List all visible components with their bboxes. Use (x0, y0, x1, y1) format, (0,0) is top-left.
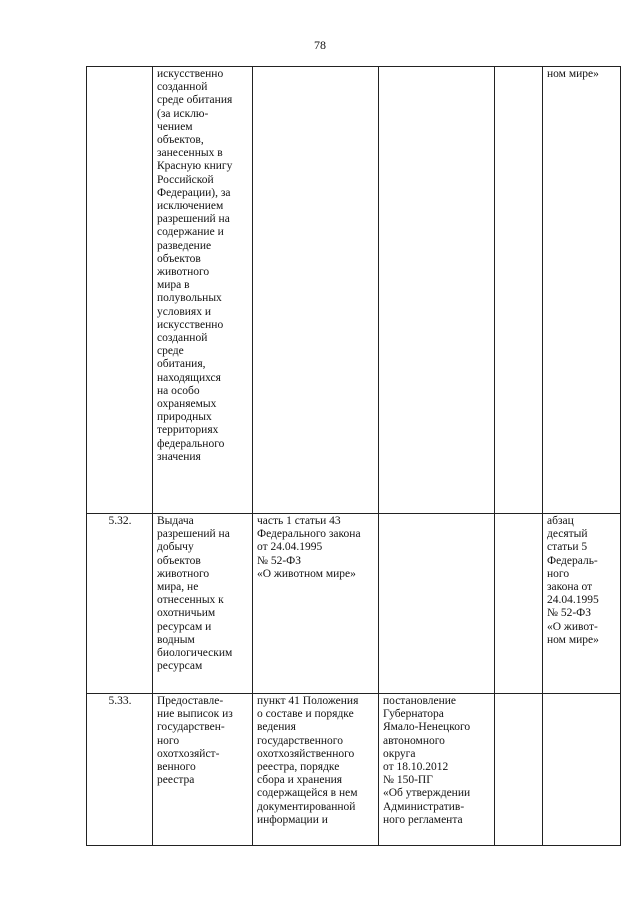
services-table (86, 66, 621, 846)
page-number: 78 (314, 38, 326, 52)
note-cell: ном мире» (543, 67, 621, 514)
note-cell: абзац десятый статьи 5 Федераль- ного закона от 24.04.1995 № 52-ФЗ «О живот- ном мире» (543, 514, 621, 694)
service-name: искусственно созданной среде обитания (за исклю- чением объектов, занесенных в Красную книгу Российской Федерации), за исключением разрешений на содержание и разведение объектов животного мира в полувольных условиях и искусственно созданной среде обитания, находящихся на особо охраняемых природных территориях федерального значения (153, 67, 253, 514)
column-5-cell (495, 514, 543, 694)
table-row (87, 514, 621, 694)
note-cell (543, 694, 621, 846)
regional-basis (379, 514, 495, 694)
column-5-cell (495, 694, 543, 846)
regional-basis: постановление Губернатора Ямало-Ненецкого автономного округа от 18.10.2012 № 150-ПГ «Об утверждении Административ- ного регламента (379, 694, 495, 846)
table-row (87, 694, 621, 846)
row-number: 5.33. (87, 694, 153, 846)
regional-basis (379, 67, 495, 514)
federal-basis: часть 1 статьи 43 Федерального закона от 24.04.1995 № 52-ФЗ «О животном мире» (253, 514, 379, 694)
table-row (87, 67, 621, 514)
service-name: Предоставле- ние выписок из государствен- ного охотхозяйст- венного реестра (153, 694, 253, 846)
federal-basis (253, 67, 379, 514)
service-name: Выдача разрешений на добычу объектов животного мира, не отнесенных к охотничьим ресурсам и водным биологическим ресурсам (153, 514, 253, 694)
row-number: 5.32. (87, 514, 153, 694)
row-number (87, 67, 153, 514)
column-5-cell (495, 67, 543, 514)
federal-basis: пункт 41 Положения о составе и порядке ведения государственного охотхозяйственного реестра, порядке сбора и хранения содержащейся в нем документированной информации и (253, 694, 379, 846)
